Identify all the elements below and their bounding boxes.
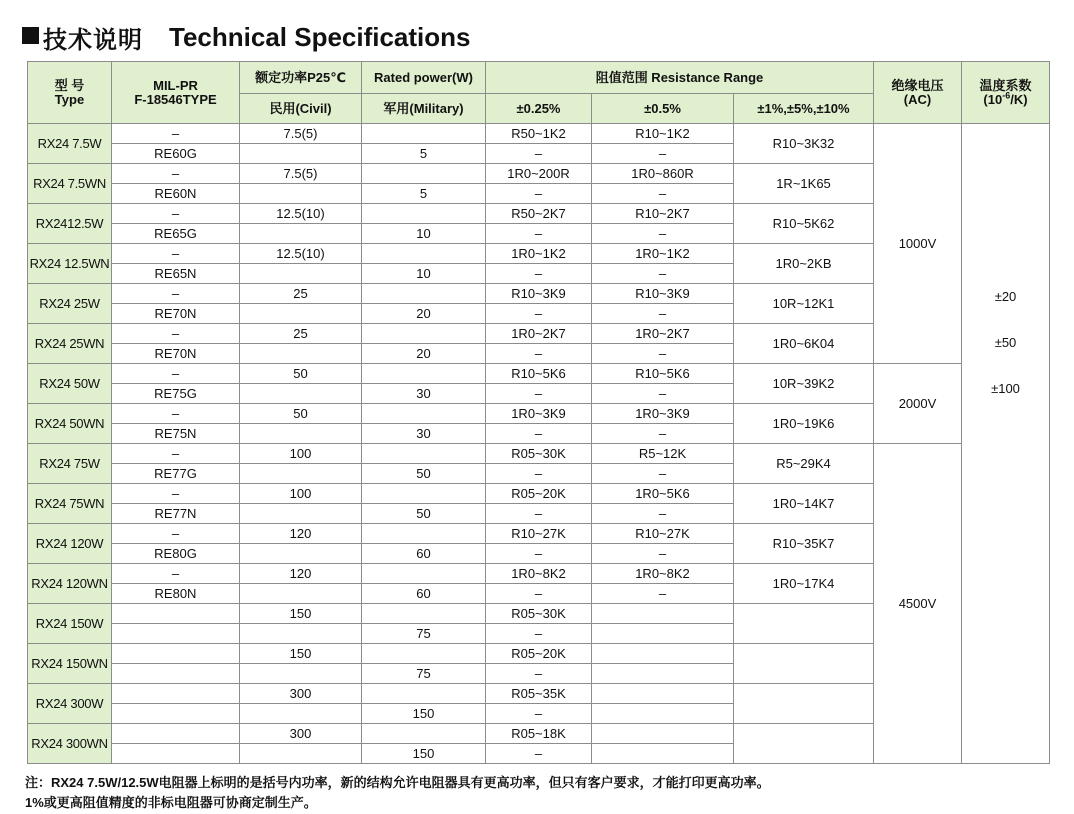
range-025-top-cell: R10~27K (486, 524, 592, 544)
range-025-top-cell: R10~5K6 (486, 364, 592, 384)
type-cell: RX24 7.5W (28, 124, 112, 164)
range-025-top-cell: R05~35K (486, 684, 592, 704)
header-tol-1: ±1%,±5%,±10% (734, 94, 874, 124)
range-05-top-cell: R10~27K (592, 524, 734, 544)
type-cell: RX24 12.5WN (28, 244, 112, 284)
civil-bottom-cell (240, 184, 362, 204)
type-cell: RX24 50WN (28, 404, 112, 444)
range-025-bottom-cell: – (486, 464, 592, 484)
civil-power-cell: 300 (240, 724, 362, 744)
range-025-top-cell: R05~20K (486, 644, 592, 664)
header-tol-025: ±0.25% (486, 94, 592, 124)
military-power-cell: 10 (362, 264, 486, 284)
title-cn: 技术说明 (43, 27, 143, 54)
military-top-cell (362, 444, 486, 464)
civil-power-cell: 300 (240, 684, 362, 704)
range-05-top-cell: R10~2K7 (592, 204, 734, 224)
header-civil: 民用(Civil) (240, 94, 362, 124)
type-cell: RX24 50W (28, 364, 112, 404)
range-1-cell: 1R0~2KB (734, 244, 874, 284)
mil-bottom-cell (112, 704, 240, 724)
header-temp-coeff: 温度系数 $(10^{-6}/K)$ (962, 62, 1050, 124)
mil-top-cell: – (112, 484, 240, 504)
range-05-top-cell: 1R0~860R (592, 164, 734, 184)
page-title (22, 20, 471, 56)
footnote-line-2: 1%或更高阻值精度的非标电阻器可协商定制生产。 (25, 795, 317, 810)
range-1-cell: 10R~12K1 (734, 284, 874, 324)
range-025-top-cell: R05~30K (486, 444, 592, 464)
type-cell: RX24 120WN (28, 564, 112, 604)
range-025-bottom-cell: – (486, 744, 592, 764)
civil-power-cell: 25 (240, 324, 362, 344)
range-05-top-cell (592, 724, 734, 744)
temp-coeff-value: ±50 (994, 335, 1017, 350)
civil-bottom-cell (240, 464, 362, 484)
temp-coeff-value: ±20 (994, 289, 1017, 304)
military-power-cell: 60 (362, 544, 486, 564)
range-025-bottom-cell: – (486, 624, 592, 644)
military-top-cell (362, 684, 486, 704)
military-top-cell (362, 164, 486, 184)
military-top-cell (362, 524, 486, 544)
mil-bottom-cell: RE80N (112, 584, 240, 604)
range-1-cell: R10~5K62 (734, 204, 874, 244)
mil-top-cell: – (112, 324, 240, 344)
table-row (28, 444, 1050, 464)
range-05-bottom-cell (592, 744, 734, 764)
range-05-bottom-cell (592, 664, 734, 684)
header-insulation: 绝缘电压 (AC) (874, 62, 962, 124)
insulation-cell: 4500V (874, 444, 962, 764)
mil-bottom-cell: RE75N (112, 424, 240, 444)
mil-top-cell: – (112, 404, 240, 424)
range-05-top-cell: R10~1K2 (592, 124, 734, 144)
type-cell: RX24 120W (28, 524, 112, 564)
civil-bottom-cell (240, 304, 362, 324)
type-cell: RX24 150WN (28, 644, 112, 684)
civil-bottom-cell (240, 704, 362, 724)
military-power-cell: 20 (362, 304, 486, 324)
civil-bottom-cell (240, 664, 362, 684)
military-top-cell (362, 364, 486, 384)
square-bullet-icon (22, 27, 39, 44)
civil-power-cell: 50 (240, 404, 362, 424)
mil-top-cell: – (112, 244, 240, 264)
range-1-cell (734, 644, 874, 684)
military-power-cell: 10 (362, 224, 486, 244)
type-cell: RX24 150W (28, 604, 112, 644)
type-cell: RX24 75WN (28, 484, 112, 524)
military-power-cell: 30 (362, 424, 486, 444)
civil-bottom-cell (240, 224, 362, 244)
range-025-top-cell: 1R0~3K9 (486, 404, 592, 424)
range-1-cell (734, 604, 874, 644)
military-top-cell (362, 284, 486, 304)
civil-power-cell: 50 (240, 364, 362, 384)
range-05-top-cell (592, 644, 734, 664)
header-power-en: Rated power(W) (362, 62, 486, 94)
range-1-cell: R10~35K7 (734, 524, 874, 564)
mil-top-cell (112, 684, 240, 704)
civil-bottom-cell (240, 264, 362, 284)
range-1-cell: R5~29K4 (734, 444, 874, 484)
header-mil: MIL-PR F-18546TYPE (112, 62, 240, 124)
footnote (25, 773, 770, 813)
mil-bottom-cell: RE60G (112, 144, 240, 164)
mil-top-cell (112, 604, 240, 624)
mil-bottom-cell (112, 744, 240, 764)
range-025-bottom-cell: – (486, 544, 592, 564)
civil-bottom-cell (240, 344, 362, 364)
range-05-bottom-cell: – (592, 464, 734, 484)
mil-top-cell (112, 724, 240, 744)
range-025-bottom-cell: – (486, 344, 592, 364)
mil-top-cell: – (112, 444, 240, 464)
civil-power-cell: 12.5(10) (240, 244, 362, 264)
range-05-bottom-cell: – (592, 584, 734, 604)
spec-table (27, 61, 1050, 764)
mil-bottom-cell: RE65N (112, 264, 240, 284)
civil-bottom-cell (240, 584, 362, 604)
range-1-cell (734, 724, 874, 764)
mil-bottom-cell: RE70N (112, 304, 240, 324)
range-025-top-cell: R50~2K7 (486, 204, 592, 224)
range-05-bottom-cell: – (592, 264, 734, 284)
military-power-cell: 50 (362, 464, 486, 484)
range-05-bottom-cell (592, 704, 734, 724)
civil-power-cell: 100 (240, 484, 362, 504)
type-cell: RX24 25W (28, 284, 112, 324)
military-top-cell (362, 724, 486, 744)
mil-bottom-cell: RE80G (112, 544, 240, 564)
civil-power-cell: 25 (240, 284, 362, 304)
insulation-cell: 2000V (874, 364, 962, 444)
civil-bottom-cell (240, 144, 362, 164)
military-power-cell: 5 (362, 144, 486, 164)
range-05-top-cell (592, 604, 734, 624)
range-025-bottom-cell: – (486, 424, 592, 444)
header-type: 型 号 Type (28, 62, 112, 124)
range-05-bottom-cell: – (592, 304, 734, 324)
range-05-bottom-cell: – (592, 544, 734, 564)
civil-bottom-cell (240, 504, 362, 524)
range-025-top-cell: R05~30K (486, 604, 592, 624)
range-05-bottom-cell: – (592, 224, 734, 244)
range-05-top-cell: 1R0~8K2 (592, 564, 734, 584)
range-1-cell: 1R0~14K7 (734, 484, 874, 524)
range-025-bottom-cell: – (486, 184, 592, 204)
military-top-cell (362, 644, 486, 664)
civil-bottom-cell (240, 384, 362, 404)
range-05-top-cell (592, 684, 734, 704)
range-05-bottom-cell: – (592, 504, 734, 524)
type-cell: RX24 75W (28, 444, 112, 484)
civil-power-cell: 12.5(10) (240, 204, 362, 224)
civil-power-cell: 7.5(5) (240, 124, 362, 144)
mil-bottom-cell: RE75G (112, 384, 240, 404)
range-025-bottom-cell: – (486, 304, 592, 324)
range-05-top-cell: 1R0~3K9 (592, 404, 734, 424)
table-row (28, 124, 1050, 144)
range-025-bottom-cell: – (486, 264, 592, 284)
civil-bottom-cell (240, 424, 362, 444)
military-top-cell (362, 564, 486, 584)
mil-top-cell (112, 644, 240, 664)
civil-power-cell: 150 (240, 644, 362, 664)
range-1-cell: 10R~39K2 (734, 364, 874, 404)
military-power-cell: 75 (362, 664, 486, 684)
header-power-cn: 额定功率P25℃ (240, 62, 362, 94)
military-power-cell: 60 (362, 584, 486, 604)
civil-bottom-cell (240, 544, 362, 564)
temp-coeff-cell (962, 124, 1050, 764)
range-025-top-cell: 1R0~8K2 (486, 564, 592, 584)
military-power-cell: 30 (362, 384, 486, 404)
header-range: 阻值范围 Resistance Range (486, 62, 874, 94)
range-05-bottom-cell: – (592, 384, 734, 404)
mil-top-cell: – (112, 524, 240, 544)
civil-power-cell: 7.5(5) (240, 164, 362, 184)
range-1-cell: 1R0~17K4 (734, 564, 874, 604)
range-025-top-cell: R10~3K9 (486, 284, 592, 304)
type-cell: RX24 300W (28, 684, 112, 724)
range-025-top-cell: R05~20K (486, 484, 592, 504)
civil-bottom-cell (240, 744, 362, 764)
civil-power-cell: 120 (240, 524, 362, 544)
range-05-top-cell: R5~12K (592, 444, 734, 464)
range-1-cell: 1R0~19K6 (734, 404, 874, 444)
mil-top-cell: – (112, 564, 240, 584)
mil-top-cell: – (112, 204, 240, 224)
type-cell: RX24 7.5WN (28, 164, 112, 204)
mil-bottom-cell (112, 624, 240, 644)
military-power-cell: 50 (362, 504, 486, 524)
mil-top-cell: – (112, 124, 240, 144)
mil-top-cell: – (112, 364, 240, 384)
range-025-bottom-cell: – (486, 144, 592, 164)
range-05-bottom-cell (592, 624, 734, 644)
range-025-bottom-cell: – (486, 584, 592, 604)
spec-table-body (28, 124, 1050, 764)
military-top-cell (362, 484, 486, 504)
range-025-top-cell: R50~1K2 (486, 124, 592, 144)
range-1-cell: R10~3K32 (734, 124, 874, 164)
type-cell: RX2412.5W (28, 204, 112, 244)
military-power-cell: 20 (362, 344, 486, 364)
insulation-cell: 1000V (874, 124, 962, 364)
mil-bottom-cell: RE77N (112, 504, 240, 524)
range-1-cell (734, 684, 874, 724)
civil-power-cell: 100 (240, 444, 362, 464)
range-1-cell: 1R~1K65 (734, 164, 874, 204)
footnote-line-1: 注：RX24 7.5W/12.5W电阻器上标明的是括号内功率，新的结构允许电阻器具有更高功率，但只有客户要求，才能打印更高功率。 (25, 775, 770, 790)
type-cell: RX24 300WN (28, 724, 112, 764)
military-top-cell (362, 604, 486, 624)
range-025-bottom-cell: – (486, 224, 592, 244)
range-025-bottom-cell: – (486, 664, 592, 684)
mil-bottom-cell: RE77G (112, 464, 240, 484)
range-05-top-cell: R10~5K6 (592, 364, 734, 384)
military-top-cell (362, 204, 486, 224)
mil-bottom-cell: RE65G (112, 224, 240, 244)
military-top-cell (362, 244, 486, 264)
range-05-bottom-cell: – (592, 424, 734, 444)
mil-bottom-cell: RE60N (112, 184, 240, 204)
range-025-top-cell: 1R0~200R (486, 164, 592, 184)
mil-top-cell: – (112, 164, 240, 184)
military-top-cell (362, 404, 486, 424)
range-05-top-cell: 1R0~1K2 (592, 244, 734, 264)
range-025-bottom-cell: – (486, 504, 592, 524)
mil-bottom-cell (112, 664, 240, 684)
range-025-top-cell: 1R0~1K2 (486, 244, 592, 264)
range-05-top-cell: 1R0~5K6 (592, 484, 734, 504)
range-05-bottom-cell: – (592, 144, 734, 164)
temp-coeff-value: ±100 (991, 381, 1020, 396)
title-en: Technical Specifications (169, 22, 471, 52)
range-025-top-cell: R05~18K (486, 724, 592, 744)
range-025-bottom-cell: – (486, 384, 592, 404)
range-05-top-cell: 1R0~2K7 (592, 324, 734, 344)
military-power-cell: 150 (362, 704, 486, 724)
range-025-bottom-cell: – (486, 704, 592, 724)
civil-power-cell: 120 (240, 564, 362, 584)
military-top-cell (362, 124, 486, 144)
mil-bottom-cell: RE70N (112, 344, 240, 364)
military-power-cell: 5 (362, 184, 486, 204)
range-05-bottom-cell: – (592, 344, 734, 364)
type-cell: RX24 25WN (28, 324, 112, 364)
header-tol-05: ±0.5% (592, 94, 734, 124)
range-025-top-cell: 1R0~2K7 (486, 324, 592, 344)
range-1-cell: 1R0~6K04 (734, 324, 874, 364)
military-power-cell: 150 (362, 744, 486, 764)
mil-top-cell: – (112, 284, 240, 304)
range-05-top-cell: R10~3K9 (592, 284, 734, 304)
table-row (28, 364, 1050, 384)
military-power-cell: 75 (362, 624, 486, 644)
military-top-cell (362, 324, 486, 344)
civil-bottom-cell (240, 624, 362, 644)
civil-power-cell: 150 (240, 604, 362, 624)
range-05-bottom-cell: – (592, 184, 734, 204)
header-military: 军用(Military) (362, 94, 486, 124)
